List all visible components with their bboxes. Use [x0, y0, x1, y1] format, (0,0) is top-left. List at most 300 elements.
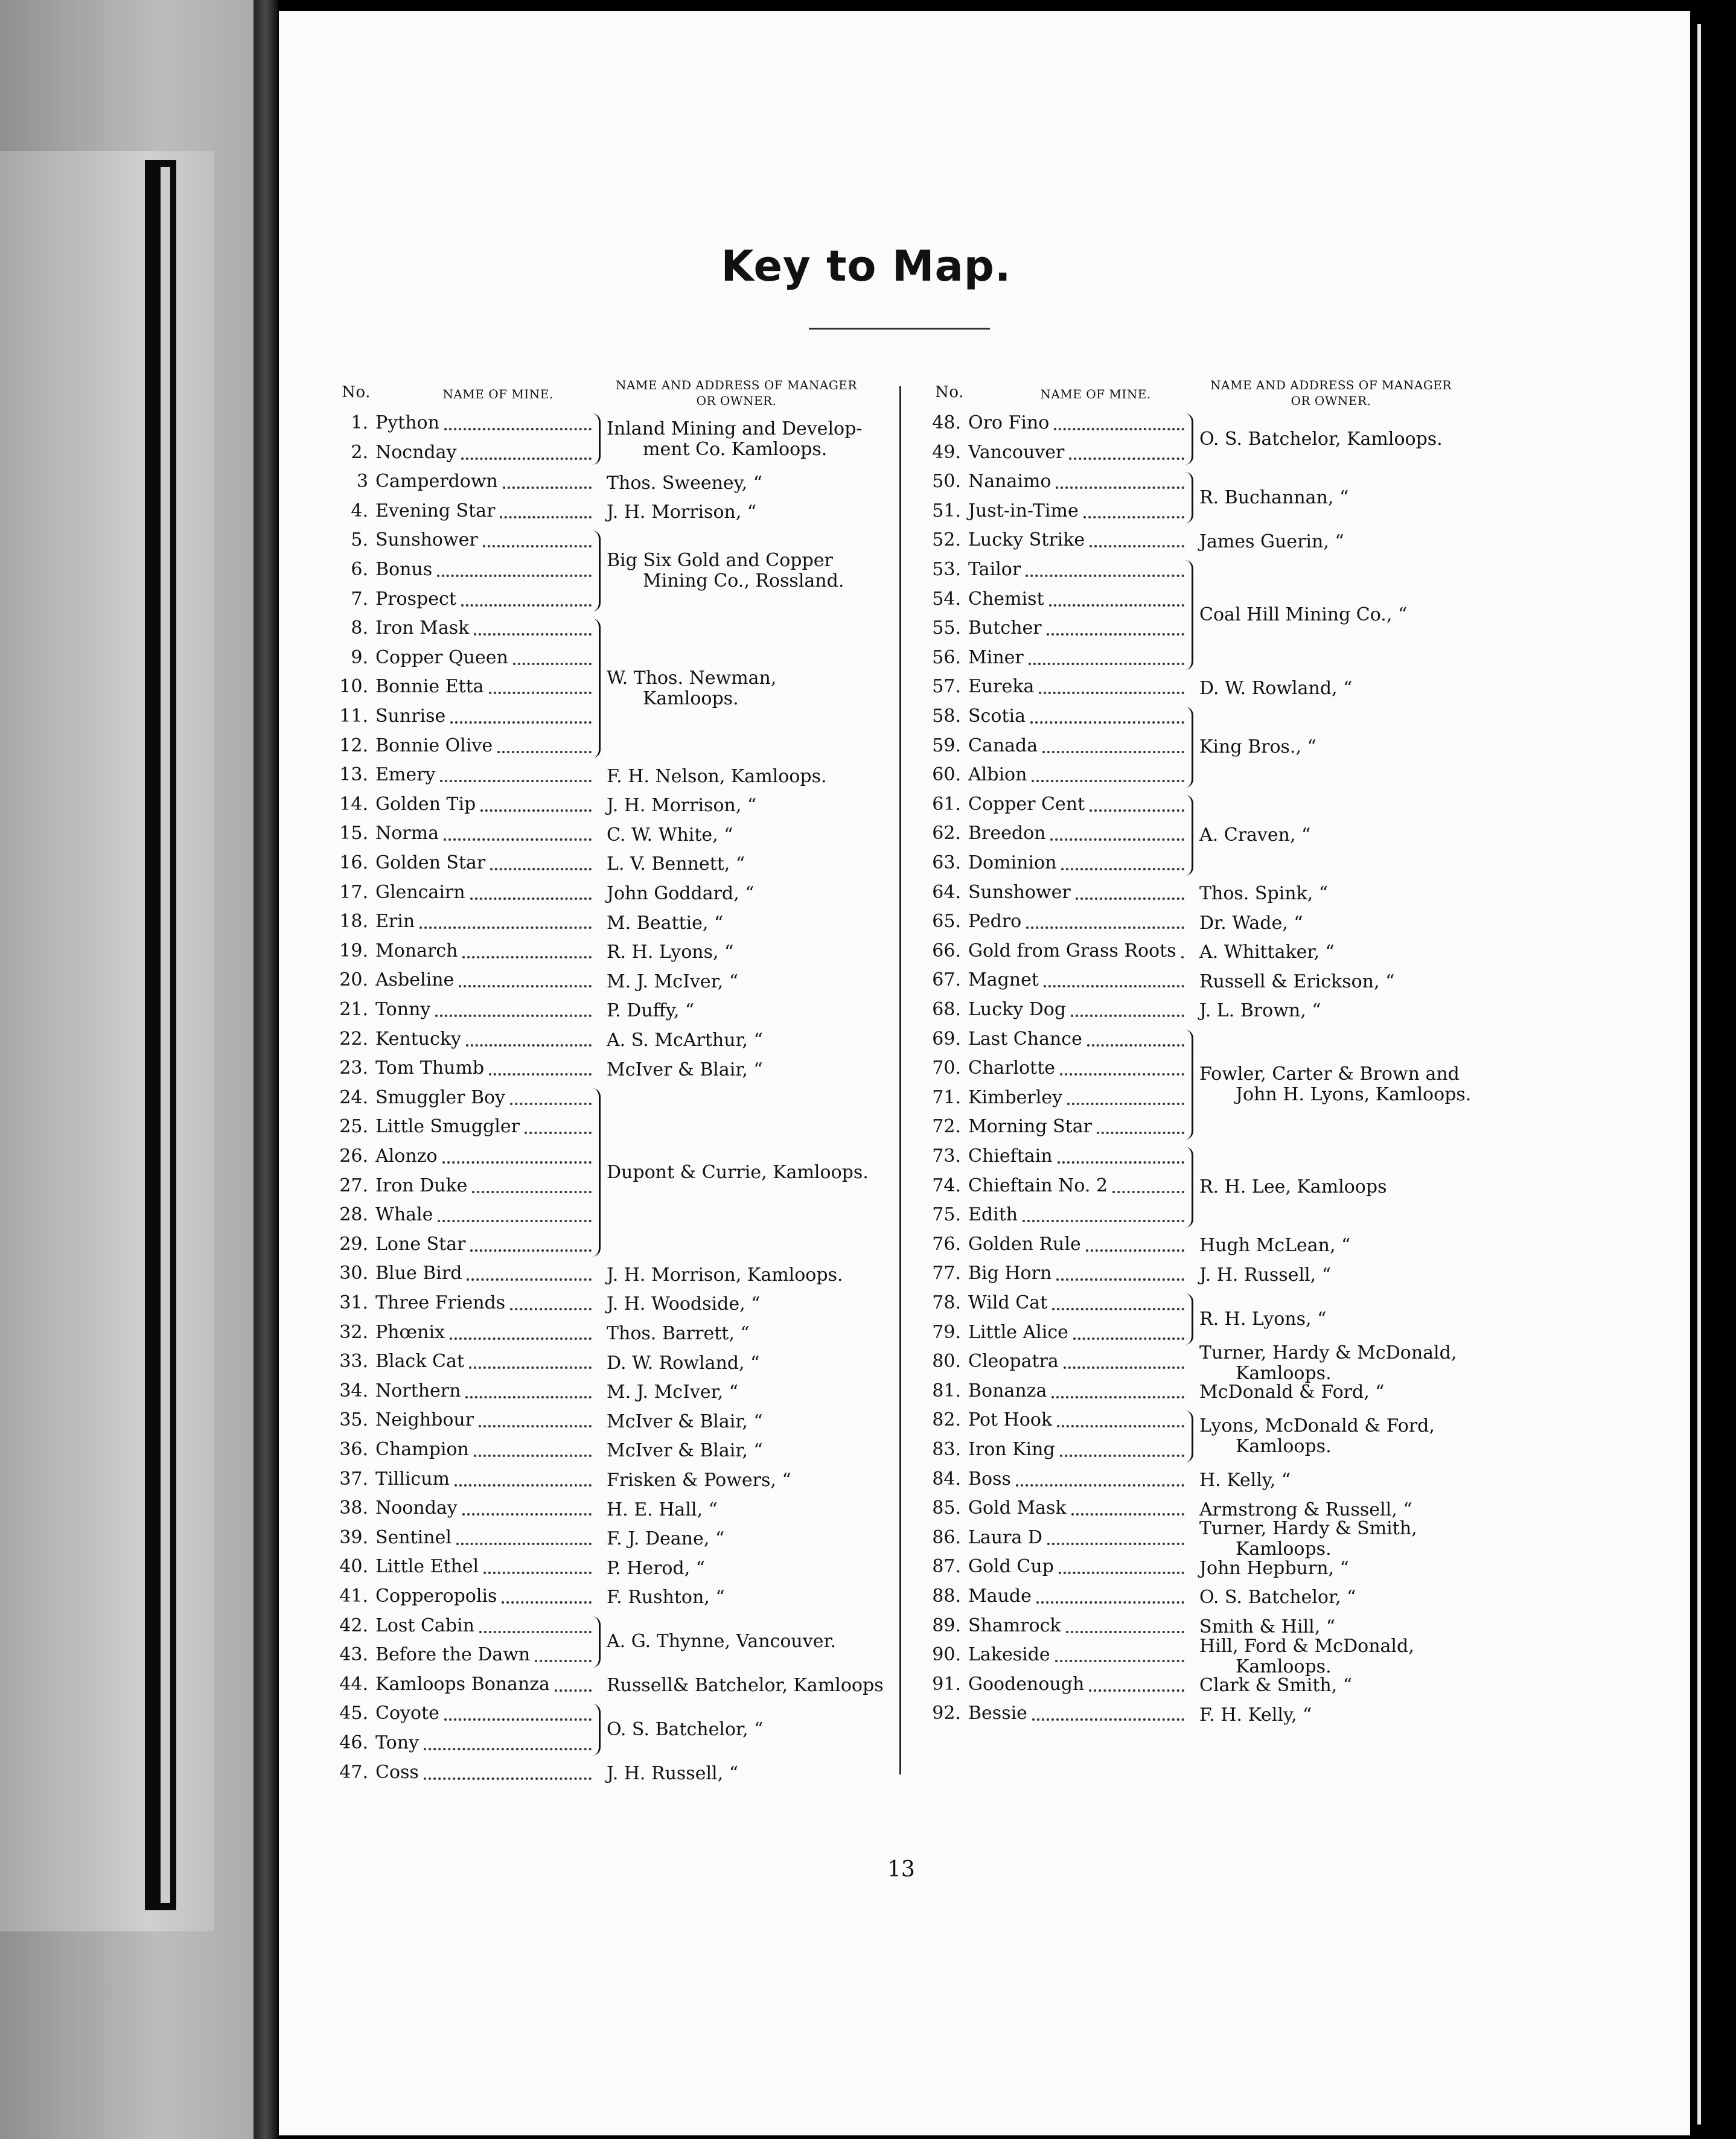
mine-number: 49.	[932, 441, 961, 463]
dot-leader	[1016, 1484, 1184, 1487]
mine-number: 56.	[932, 646, 961, 668]
owner-entry	[607, 473, 762, 494]
dot-leader	[444, 428, 592, 430]
mine-number: 13.	[339, 764, 368, 786]
mine-number: 85.	[932, 1497, 961, 1519]
dot-leader	[1049, 604, 1184, 607]
mine-number: 21.	[339, 999, 368, 1020]
mine-name: Morning Star	[968, 1116, 1092, 1138]
mine-name: Just-in-Time	[968, 500, 1079, 521]
mine-name: Neighbour	[375, 1409, 474, 1431]
mine-number: 25.	[339, 1116, 368, 1138]
dot-leader	[437, 575, 592, 577]
dot-leader	[489, 692, 592, 694]
mine-number: 27.	[339, 1175, 368, 1196]
owner-name: Lyons, McDonald & Ford,	[1199, 1415, 1435, 1436]
owner-entry	[1199, 1470, 1291, 1491]
mine-number: 84.	[932, 1468, 961, 1490]
mine-name: Prospect	[375, 588, 456, 610]
mine-name: Black Cat	[375, 1351, 464, 1372]
page-title: Key to Map.	[721, 241, 1012, 291]
mine-number: 60.	[932, 764, 961, 786]
mine-name: Laura D	[968, 1526, 1042, 1548]
mine-name: Lost Cabin	[375, 1615, 474, 1636]
owner-entry	[1199, 1177, 1387, 1197]
map-border-bottom	[145, 1903, 176, 1910]
owner-entry	[1199, 1416, 1435, 1457]
right-header-mine: NAME OF MINE.	[1040, 387, 1151, 401]
dot-leader	[1044, 985, 1184, 987]
dot-leader	[479, 1631, 592, 1633]
mine-number: 67.	[932, 969, 961, 991]
owner-name: Clark & Smith, “	[1199, 1675, 1353, 1697]
dot-leader	[438, 1220, 592, 1222]
owner-name: J. H. Russell, “	[607, 1762, 739, 1784]
mine-name: Emery	[375, 764, 436, 786]
owner-name: F. H. Nelson, Kamloops.	[607, 765, 827, 787]
adjacent-map-panel	[0, 151, 214, 1931]
mine-number: 51.	[932, 500, 961, 521]
mine-name: Tom Thumb	[375, 1057, 485, 1079]
mine-name: Wild Cat	[968, 1292, 1048, 1313]
mine-number: 4.	[351, 500, 368, 521]
owner-name: Hill, Ford & McDonald,	[1199, 1635, 1414, 1657]
owner-name: McIver & Blair, “	[607, 1059, 763, 1080]
mine-name: Gold from Grass Roots	[968, 940, 1176, 961]
owner-name: McIver & Blair, “	[607, 1440, 763, 1462]
owner-entry	[607, 1324, 750, 1344]
mine-name: Pedro	[968, 911, 1022, 932]
mine-number: 2.	[351, 441, 368, 463]
mine-number: 36.	[339, 1439, 368, 1460]
grouping-brace	[1184, 1147, 1193, 1228]
dot-leader	[500, 516, 592, 518]
mine-name: Northern	[375, 1380, 461, 1401]
mine-name: Little Smuggler	[375, 1116, 520, 1138]
mine-name: Coss	[375, 1761, 419, 1783]
dot-leader	[525, 1132, 592, 1134]
mine-name: Albion	[968, 764, 1027, 786]
owner-entry	[607, 1500, 718, 1520]
owner-name: Inland Mining and Develop-	[607, 418, 863, 439]
owner-entry	[607, 913, 723, 934]
dot-leader	[490, 868, 592, 870]
mine-number: 78.	[932, 1292, 961, 1313]
owner-entry	[1199, 942, 1335, 963]
dot-leader	[424, 1777, 592, 1780]
grouping-brace	[592, 531, 601, 611]
owner-name: J. H. Russell, “	[1199, 1264, 1332, 1286]
dot-leader	[535, 1660, 592, 1662]
mine-number: 45.	[339, 1703, 368, 1724]
dot-leader	[462, 1513, 592, 1516]
dot-leader	[435, 1015, 592, 1017]
left-header-mine: NAME OF MINE.	[442, 387, 554, 401]
mine-name: Scotia	[968, 706, 1026, 727]
left-header-owner-line2: OR OWNER.	[696, 394, 777, 408]
owner-entry	[607, 1441, 763, 1461]
dot-leader	[470, 1249, 592, 1252]
mine-number: 44.	[339, 1673, 368, 1695]
mine-name: Copper Cent	[968, 793, 1085, 815]
mine-number: 65.	[932, 911, 961, 932]
mine-name: Bessie	[968, 1703, 1027, 1724]
mine-name: Gold Cup	[968, 1556, 1054, 1578]
mine-number: 76.	[932, 1233, 961, 1255]
map-border-top	[145, 160, 176, 167]
mine-number: 9.	[351, 646, 368, 668]
mine-name: Nanaimo	[968, 471, 1051, 493]
owner-entry	[607, 767, 827, 787]
dot-leader	[472, 1191, 592, 1193]
owner-name: O. S. Batchelor, “	[1199, 1587, 1356, 1608]
owner-entry	[1199, 825, 1310, 846]
owner-name: Coal Hill Mining Co., “	[1199, 604, 1408, 626]
owner-name: M. J. McIver, “	[607, 971, 739, 992]
owner-name: H. Kelly, “	[1199, 1469, 1291, 1491]
mine-number: 53.	[932, 559, 961, 580]
mine-number: 86.	[932, 1526, 961, 1548]
owner-address: Mining Co., Rossland.	[643, 570, 844, 592]
dot-leader	[1071, 1015, 1184, 1017]
mine-name: Python	[375, 412, 439, 433]
owner-name: J. H. Morrison, “	[607, 795, 757, 817]
list-item	[925, 645, 1486, 671]
dot-leader	[1087, 1044, 1184, 1047]
owner-entry	[607, 1162, 869, 1183]
mine-name: Tillicum	[375, 1468, 450, 1490]
mine-number: 30.	[339, 1263, 368, 1284]
owner-entry	[1199, 1705, 1312, 1726]
owner-name: P. Duffy, “	[607, 1000, 695, 1022]
dot-leader	[470, 897, 592, 900]
owner-entry	[607, 1294, 761, 1315]
list-item	[332, 1114, 893, 1140]
owner-entry	[1199, 429, 1443, 450]
dot-leader	[1056, 486, 1184, 489]
mine-name: Camperdown	[375, 471, 498, 493]
mine-name: Iron Mask	[375, 617, 470, 639]
grouping-brace	[592, 1616, 601, 1668]
mine-name: Butcher	[968, 617, 1042, 639]
grouping-brace	[592, 619, 601, 758]
dot-leader	[1069, 457, 1184, 460]
mine-number: 71.	[932, 1086, 961, 1108]
mine-name: Norma	[375, 823, 439, 844]
dot-leader	[461, 604, 592, 607]
mine-number: 17.	[339, 881, 368, 903]
mine-name: Asbeline	[375, 969, 455, 991]
mine-number: 57.	[932, 676, 961, 698]
grouping-brace	[1184, 560, 1193, 670]
list-item	[925, 850, 1486, 876]
mine-number: 32.	[339, 1321, 368, 1343]
mine-number: 11.	[339, 706, 368, 727]
owner-address: ment Co. Kamloops.	[643, 438, 828, 460]
page-number: 13	[887, 1857, 915, 1882]
mine-number: 33.	[339, 1351, 368, 1372]
dot-leader	[1071, 1513, 1184, 1516]
owner-name: Frisken & Powers, “	[607, 1469, 791, 1491]
owner-entry	[1199, 1558, 1349, 1579]
mine-number: 70.	[932, 1057, 961, 1079]
mine-name: Gold Mask	[968, 1497, 1067, 1519]
owner-name: R. Buchannan, “	[1199, 486, 1349, 508]
owner-name: Turner, Hardy & Smith,	[1199, 1518, 1417, 1540]
owner-entry	[1199, 1265, 1331, 1286]
owner-name: Russell& Batchelor, Kamloops	[607, 1675, 884, 1697]
dot-leader	[424, 1748, 592, 1750]
mine-name: Tailor	[968, 559, 1021, 580]
mine-name: Last Chance	[968, 1028, 1082, 1050]
owner-entry	[1199, 488, 1348, 508]
dot-leader	[513, 663, 592, 665]
mine-number: 87.	[932, 1556, 961, 1578]
mine-number: 64.	[932, 881, 961, 903]
mine-name: Copper Queen	[375, 646, 508, 668]
dot-leader	[1052, 1308, 1184, 1310]
owner-entry	[607, 972, 738, 992]
mine-name: Kamloops Bonanza	[375, 1673, 550, 1695]
dot-leader	[489, 1073, 592, 1076]
dot-leader	[1112, 1191, 1184, 1193]
mine-number: 88.	[932, 1586, 961, 1607]
dot-leader	[1089, 1689, 1184, 1692]
owner-name: F. H. Kelly, “	[1199, 1704, 1312, 1726]
owner-name: A. S. McArthur, “	[607, 1029, 763, 1051]
list-item	[332, 733, 893, 759]
mine-name: Tony	[375, 1732, 420, 1753]
dot-leader	[1060, 1455, 1184, 1457]
owner-entry	[607, 550, 844, 591]
mine-name: Evening Star	[375, 500, 496, 521]
book-spine	[254, 0, 278, 2139]
mine-number: 8.	[351, 617, 368, 639]
owner-entry	[607, 1764, 738, 1784]
mine-number: 29.	[339, 1233, 368, 1255]
dot-leader	[1055, 1660, 1184, 1662]
mine-name: Golden Star	[375, 852, 486, 873]
mine-number: 74.	[932, 1175, 961, 1196]
map-border-thick	[145, 160, 161, 1910]
dot-leader	[555, 1689, 592, 1692]
grouping-brace	[1184, 795, 1193, 876]
owner-entry	[1199, 972, 1394, 992]
mine-name: Chieftain No. 2	[968, 1175, 1108, 1196]
owner-name: J. H. Morrison, “	[607, 502, 757, 523]
list-item	[925, 1026, 1486, 1053]
mine-number: 83.	[932, 1439, 961, 1460]
grouping-brace	[1184, 413, 1193, 465]
owner-name: King Bros., “	[1199, 736, 1316, 757]
owner-entry	[1199, 1500, 1412, 1520]
mine-name: Bonanza	[968, 1380, 1047, 1401]
owner-entry	[607, 1675, 884, 1696]
mine-number: 63.	[932, 852, 961, 873]
mine-name: Magnet	[968, 969, 1039, 991]
owner-address: John H. Lyons, Kamloops.	[1236, 1083, 1472, 1105]
dot-leader	[510, 1308, 592, 1310]
owner-entry	[1199, 1064, 1471, 1105]
owner-entry	[607, 1720, 763, 1740]
dot-leader	[1083, 516, 1184, 518]
mine-number: 81.	[932, 1380, 961, 1401]
right-header-no: No.	[935, 383, 964, 401]
owner-name: F. J. Deane, “	[607, 1528, 725, 1550]
dot-leader	[465, 1396, 592, 1398]
dot-leader	[1073, 1337, 1184, 1340]
dot-leader	[479, 1425, 592, 1427]
owner-name: Big Six Gold and Copper	[607, 550, 833, 572]
mine-name: Sunshower	[968, 881, 1071, 903]
owner-entry	[1199, 913, 1303, 934]
dot-leader	[442, 1161, 592, 1164]
mine-number: 14.	[339, 793, 368, 815]
dot-leader	[1090, 809, 1184, 812]
mine-name: Chemist	[968, 588, 1044, 610]
mine-number: 77.	[932, 1263, 961, 1284]
owner-name: A. Craven, “	[1199, 824, 1311, 846]
mine-number: 91.	[932, 1673, 961, 1695]
list-item	[332, 615, 893, 642]
owner-name: M. J. McIver, “	[607, 1382, 739, 1403]
owner-name: Thos. Spink, “	[1199, 882, 1329, 904]
owner-entry	[607, 1353, 759, 1374]
mine-name: Whale	[375, 1204, 433, 1226]
dot-leader	[510, 1103, 592, 1105]
mine-number: 61.	[932, 793, 961, 815]
mine-number: 5.	[351, 529, 368, 551]
owner-entry	[1199, 532, 1344, 552]
mine-number: 39.	[339, 1526, 368, 1548]
dot-leader	[497, 751, 592, 753]
mine-name: Boss	[968, 1468, 1011, 1490]
owner-entry	[1199, 1636, 1414, 1677]
dot-leader	[459, 985, 592, 987]
mine-number: 55.	[932, 617, 961, 639]
owner-address: Kamloops.	[1236, 1436, 1332, 1457]
mine-number: 43.	[339, 1644, 368, 1666]
mine-number: 20.	[339, 969, 368, 991]
mine-number: 38.	[339, 1497, 368, 1519]
owner-entry	[607, 1470, 791, 1491]
grouping-brace	[1184, 707, 1193, 788]
owner-name: A. Whittaker, “	[1199, 942, 1335, 963]
owner-name: McIver & Blair, “	[607, 1411, 763, 1432]
owner-name: McDonald & Ford, “	[1199, 1382, 1385, 1403]
owner-name: C. W. White, “	[607, 824, 733, 846]
dot-leader	[1047, 633, 1184, 636]
owner-entry	[607, 1060, 763, 1080]
right-header-owner	[1192, 377, 1470, 409]
owner-entry	[1199, 605, 1407, 625]
dot-leader	[1032, 780, 1184, 782]
dot-leader	[1029, 663, 1184, 665]
dot-leader	[420, 926, 592, 929]
mine-number: 59.	[932, 735, 961, 756]
owner-name: L. V. Bennett, “	[607, 853, 745, 875]
mine-number: 89.	[932, 1615, 961, 1636]
owner-name: O. S. Batchelor, “	[607, 1719, 764, 1740]
owner-entry	[607, 854, 745, 875]
mine-name: Oro Fino	[968, 412, 1050, 433]
dot-leader	[1058, 1161, 1184, 1164]
owner-name: Dr. Wade, “	[1199, 912, 1303, 934]
owner-name: Hugh McLean, “	[1199, 1235, 1351, 1257]
owner-name: D. W. Rowland, “	[607, 1352, 760, 1374]
owner-name: R. H. Lyons, “	[607, 942, 734, 963]
mine-name: Miner	[968, 646, 1024, 668]
owner-entry	[607, 502, 756, 523]
mine-name: Lucky Dog	[968, 999, 1067, 1020]
mine-name: Tonny	[375, 999, 431, 1020]
owner-name: H. E. Hall, “	[607, 1499, 718, 1520]
owner-entry	[607, 1529, 724, 1549]
dot-leader	[450, 721, 592, 724]
dot-leader	[1026, 926, 1184, 929]
dot-leader	[1181, 956, 1184, 958]
mine-number: 40.	[339, 1556, 368, 1578]
dot-leader	[1060, 1073, 1184, 1076]
dot-leader	[502, 1601, 592, 1604]
dot-leader	[1026, 575, 1184, 577]
mine-name: Smuggler Boy	[375, 1086, 506, 1108]
mine-number: 92.	[932, 1703, 961, 1724]
mine-name: Phœnix	[375, 1321, 445, 1343]
mine-number: 46.	[339, 1732, 368, 1753]
owner-address: Kamloops.	[1236, 1656, 1332, 1677]
mine-name: Canada	[968, 735, 1038, 756]
owner-entry	[607, 1030, 763, 1051]
dot-leader	[1067, 1103, 1184, 1105]
mine-number: 41.	[339, 1586, 368, 1607]
mine-number: 52.	[932, 529, 961, 551]
dot-leader	[444, 1718, 592, 1721]
mine-number: 54.	[932, 588, 961, 610]
dot-leader	[480, 809, 592, 812]
owner-entry	[1199, 737, 1316, 757]
mine-name: Little Ethel	[375, 1556, 479, 1578]
dot-leader	[1050, 838, 1184, 841]
mine-number: 24.	[339, 1086, 368, 1108]
owner-name: J. H. Woodside, “	[607, 1293, 761, 1315]
mine-name: Charlotte	[968, 1057, 1056, 1079]
owner-entry	[607, 1265, 843, 1286]
dot-leader	[1047, 1543, 1184, 1545]
mine-number: 68.	[932, 999, 961, 1020]
dot-leader	[1042, 751, 1184, 753]
mine-name: Sunshower	[375, 529, 478, 551]
mine-name: Golden Tip	[375, 793, 476, 815]
mine-number: 69.	[932, 1028, 961, 1050]
mine-name: Alonzo	[375, 1146, 438, 1167]
mine-number: 18.	[339, 911, 368, 932]
dot-leader	[1057, 1425, 1184, 1427]
owner-entry	[1199, 1309, 1326, 1330]
mine-number: 42.	[339, 1615, 368, 1636]
dot-leader	[1032, 1718, 1184, 1721]
owner-name: Thos. Barrett, “	[607, 1322, 750, 1344]
mine-number: 73.	[932, 1146, 961, 1167]
mine-name: Nocnday	[375, 441, 457, 463]
grouping-brace	[1184, 1030, 1193, 1140]
owner-entry	[607, 1001, 694, 1021]
grouping-brace	[592, 1704, 601, 1755]
owner-address: Kamloops.	[1236, 1538, 1332, 1560]
mine-name: Vancouver	[968, 441, 1065, 463]
dot-leader	[456, 1543, 592, 1545]
dot-leader	[1064, 1366, 1184, 1369]
